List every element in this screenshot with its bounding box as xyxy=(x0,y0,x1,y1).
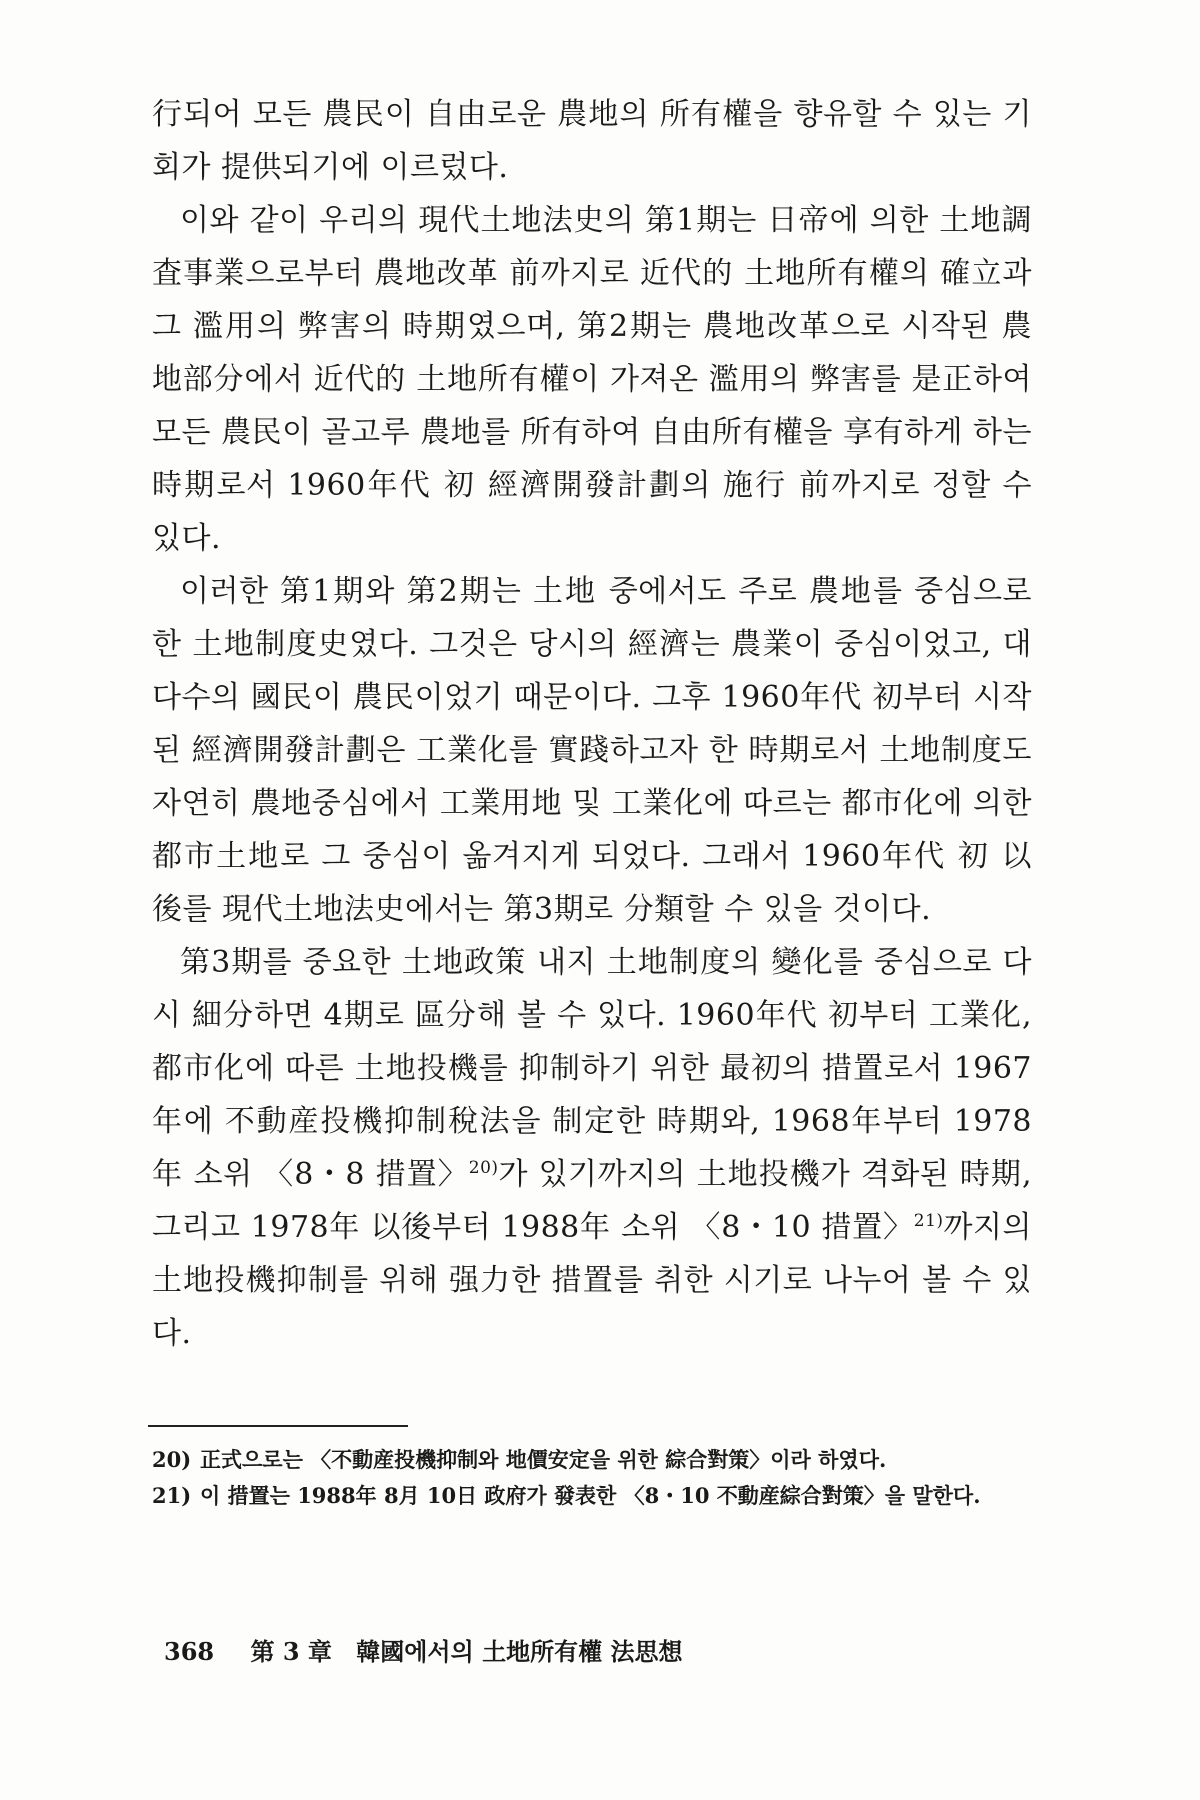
running-footer xyxy=(164,1632,683,1667)
footnote-text: 正式으로는 〈不動産投機抑制와 地價安定을 위한 綜合對策〉이라 하였다. xyxy=(200,1447,887,1472)
footnote-ref-20: 20) xyxy=(468,1158,499,1178)
chapter-title: 韓國에서의 土地所有權 法思想 xyxy=(356,1637,683,1666)
footnote-number: 20) xyxy=(152,1447,192,1472)
paragraph-2: 이와 같이 우리의 現代土地法史의 第1期는 日帝에 의한 土地調査事業으로부터 農地改革 前까지로 近代的 土地所有權의 確立과 그 濫用의 弊害의 時期였으며, 第2期는 農地改革으로 시작된 農地部分에서 近代的 土地所有權이 가져온 濫用의 弊害를 是正하여 모든 農民이 골고루 農地를 所有하여 自由所有權을 享有하게 하는 時期로서 1960年代 初 經濟開發計劃의 施行 前까지로 정할 수 있다. xyxy=(152,203,1032,556)
body-text xyxy=(152,88,1032,1360)
page-number: 368 xyxy=(164,1637,215,1666)
footnote-divider xyxy=(148,1425,408,1427)
paragraph-4-part-c: 까지의 土地投機抑制를 위해 强力한 措置를 취한 시기로 나누어 볼 수 있다. xyxy=(152,1210,1032,1351)
footnote-text: 이 措置는 1988年 8月 10日 政府가 發表한 〈8・10 不動産綜合對策〉을 말한다. xyxy=(200,1483,981,1508)
footnotes xyxy=(152,1442,1012,1514)
footnote-20 xyxy=(152,1442,1012,1478)
paragraph-1: 行되어 모든 農民이 自由로운 農地의 所有權을 향유할 수 있는 기회가 提供되기에 이르렀다. xyxy=(152,97,1032,185)
footnote-21 xyxy=(152,1478,1012,1514)
footnote-number: 21) xyxy=(152,1483,192,1508)
paragraph-4 xyxy=(152,936,1032,1360)
footnote-ref-21: 21) xyxy=(913,1211,944,1231)
paragraph-4-part-a: 第3期를 중요한 土地政策 내지 土地制度의 變化를 중심으로 다시 細分하면 4期로 區分해 볼 수 있다. 1960年代 初부터 工業化, 都市化에 따른 土地投機를 抑制하기 위한 最初의 措置로서 1967年에 不動産投機抑制稅法을 制定한 時期와, 1968年부터 1978年 소위 〈8・8 措置〉 xyxy=(152,945,1032,1192)
paragraph-3: 이러한 第1期와 第2期는 土地 중에서도 주로 農地를 중심으로 한 土地制度史였다. 그것은 당시의 經濟는 農業이 중심이었고, 대다수의 國民이 農民이었기 때문이다. 그후 1960年代 初부터 시작된 經濟開發計劃은 工業化를 實踐하고자 한 時期로서 土地制度도 자연히 農地중심에서 工業用地 및 工業化에 따르는 都市化에 의한 都市土地로 그 중심이 옮겨지게 되었다. 그래서 1960年代 初 以後를 現代土地法史에서는 第3期로 分類할 수 있을 것이다. xyxy=(152,574,1032,927)
chapter-label: 第 3 章 xyxy=(250,1637,332,1666)
paragraph-4-part-b: 가 있기까지의 土地投機가 격화된 時期, 그리고 1978年 以後부터 1988年 소위 〈8・10 措置〉 xyxy=(152,1157,1032,1245)
